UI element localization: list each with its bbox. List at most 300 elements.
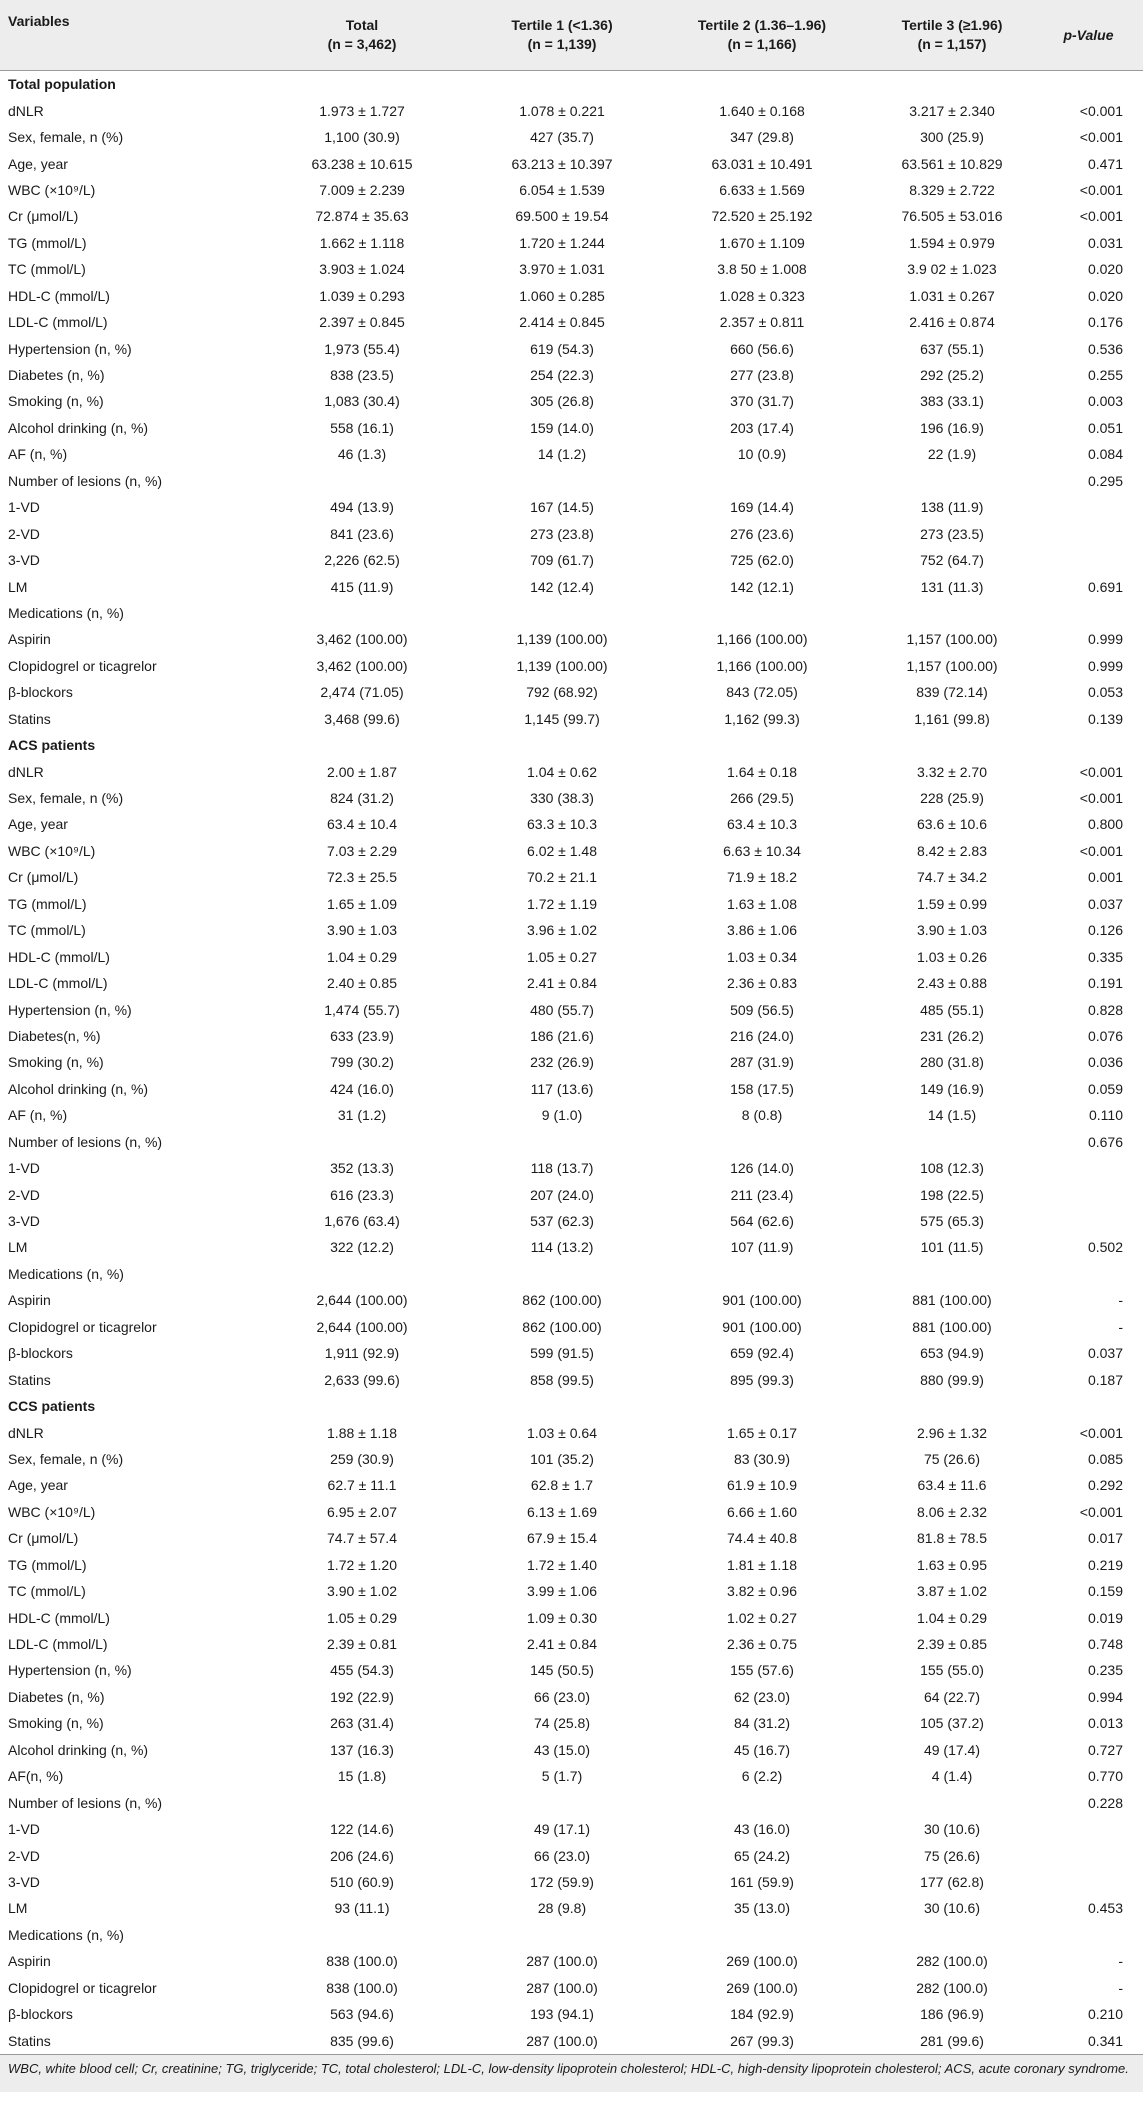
header-tertile-2-n: (n = 1,166) <box>727 36 797 52</box>
table-row <box>0 1789 1143 1815</box>
total-cell: 63.238 ± 10.615 <box>311 155 413 172</box>
tertile-2-cell: 901 (100.00) <box>722 1318 802 1335</box>
tertile-2-cell: 1.81 ± 1.18 <box>727 1556 797 1573</box>
table-row <box>0 1129 1143 1155</box>
p-value-cell <box>1042 1155 1143 1181</box>
table-row <box>0 758 1143 784</box>
variable-label: LDL-C (mmol/L) <box>8 314 108 331</box>
tertile-2-cell: 63.4 ± 10.3 <box>727 816 797 833</box>
total-cell <box>262 1393 462 1419</box>
tertile-3-cell: 1.031 ± 0.267 <box>909 287 995 304</box>
variable-label: Hypertension (n, %) <box>8 340 132 357</box>
total-cell: 192 (22.9) <box>330 1688 394 1705</box>
total-cell: 838 (100.0) <box>326 1979 398 1996</box>
tertile-2-cell: 277 (23.8) <box>730 367 794 384</box>
tertile-2-cell: 155 (57.6) <box>730 1662 794 1679</box>
total-cell: 1.039 ± 0.293 <box>319 287 405 304</box>
total-cell: 1.662 ± 1.118 <box>319 234 405 251</box>
tertile-2-cell: 901 (100.00) <box>722 1292 802 1309</box>
p-value-cell: 0.999 <box>1087 657 1123 674</box>
tertile-3-cell: 63.561 ± 10.829 <box>901 155 1003 172</box>
tertile-2-cell <box>662 600 862 626</box>
tertile-2-cell: 35 (13.0) <box>733 1900 791 1917</box>
p-value-cell: 0.031 <box>1087 234 1123 251</box>
tertile-2-cell: 267 (99.3) <box>730 2032 794 2049</box>
variable-label: Number of lesions (n, %) <box>8 1794 163 1811</box>
variable-label: Sex, female, n (%) <box>8 129 124 146</box>
p-value-cell: 0.110 <box>1089 1107 1123 1124</box>
total-cell: 2,226 (62.5) <box>324 552 400 569</box>
table-row <box>0 1446 1143 1472</box>
table-row <box>0 1102 1143 1128</box>
table-row <box>0 1869 1143 1895</box>
variable-label: WBC (×10⁹/L) <box>8 1503 96 1520</box>
total-cell <box>262 1261 462 1287</box>
table-row <box>0 2027 1143 2053</box>
table-row <box>0 335 1143 361</box>
tertile-1-cell: 287 (100.0) <box>526 1953 598 1970</box>
tertile-3-cell <box>862 468 1042 494</box>
tertile-3-cell <box>862 732 1042 758</box>
p-value-cell: 0.084 <box>1087 446 1123 463</box>
table-row <box>0 706 1143 732</box>
total-cell: 1,676 (63.4) <box>324 1213 400 1230</box>
tertile-1-cell <box>462 1922 662 1948</box>
tertile-2-cell <box>662 1393 862 1419</box>
table-row <box>0 1948 1143 1974</box>
variable-label: β-blockors <box>8 684 73 701</box>
variable-label: Aspirin <box>8 631 51 648</box>
tertile-2-cell: 6.633 ± 1.569 <box>719 181 805 198</box>
tertile-1-cell: 9 (1.0) <box>541 1107 583 1124</box>
table-row <box>0 1763 1143 1789</box>
table-row <box>0 494 1143 520</box>
p-value-cell: 0.036 <box>1087 1054 1123 1071</box>
p-value-cell: 0.001 <box>1087 869 1123 886</box>
section-label: Total population <box>8 76 116 93</box>
variable-label: dNLR <box>8 1424 44 1441</box>
table-row <box>0 1975 1143 2001</box>
p-value-cell <box>1042 732 1143 758</box>
tertile-3-cell: 1,161 (99.8) <box>914 710 990 727</box>
tertile-2-cell: 211 (23.4) <box>730 1186 794 1203</box>
tertile-1-cell: 1.03 ± 0.64 <box>527 1424 597 1441</box>
variable-label: Statins <box>8 2032 51 2049</box>
tertile-1-cell: 709 (61.7) <box>530 552 594 569</box>
table-row <box>0 970 1143 996</box>
tertile-2-cell: 169 (14.4) <box>730 499 794 516</box>
tertile-2-cell: 2.36 ± 0.83 <box>727 975 797 992</box>
tertile-2-cell: 895 (99.3) <box>730 1371 794 1388</box>
tertile-1-cell <box>462 1789 662 1815</box>
tertile-3-cell: 8.42 ± 2.83 <box>917 842 987 859</box>
variable-label: Smoking (n, %) <box>8 393 104 410</box>
table-row <box>0 1657 1143 1683</box>
p-value-cell: 0.187 <box>1087 1371 1123 1388</box>
p-value-cell: <0.001 <box>1079 842 1123 859</box>
total-cell: 1.65 ± 1.09 <box>327 895 397 912</box>
tertile-1-cell: 66 (23.0) <box>533 1688 591 1705</box>
section-label: ACS patients <box>8 737 96 754</box>
p-value-cell: 0.691 <box>1087 578 1123 595</box>
variable-label: AF (n, %) <box>8 446 68 463</box>
tertile-1-cell: 207 (24.0) <box>530 1186 594 1203</box>
tertile-2-cell <box>662 1922 862 1948</box>
table-row <box>0 97 1143 123</box>
tertile-3-cell: 281 (99.6) <box>920 2032 984 2049</box>
variable-label: Sex, female, n (%) <box>8 1450 124 1467</box>
total-cell: 322 (12.2) <box>330 1239 394 1256</box>
tertile-3-cell: 81.8 ± 78.5 <box>917 1530 987 1547</box>
table-row <box>0 1049 1143 1075</box>
tertile-3-cell: 131 (11.3) <box>920 578 984 595</box>
header-tertile-1 <box>462 0 662 71</box>
tertile-3-cell: 49 (17.4) <box>923 1741 981 1758</box>
tertile-3-cell: 1.04 ± 0.29 <box>917 1609 987 1626</box>
table-row <box>0 1208 1143 1234</box>
tertile-3-cell: 74.7 ± 34.2 <box>917 869 987 886</box>
tertile-2-cell <box>662 732 862 758</box>
total-cell: 838 (23.5) <box>330 367 394 384</box>
total-cell: 6.95 ± 2.07 <box>327 1503 397 1520</box>
tertile-3-cell: 300 (25.9) <box>920 129 984 146</box>
tertile-3-cell: 8.06 ± 2.32 <box>917 1503 987 1520</box>
total-cell: 3,462 (100.00) <box>316 631 408 648</box>
p-value-cell: - <box>1118 1953 1123 1970</box>
tertile-3-cell: 8.329 ± 2.722 <box>909 181 995 198</box>
table-row <box>0 1922 1143 1948</box>
total-cell: 510 (60.9) <box>330 1873 394 1890</box>
variable-label: Smoking (n, %) <box>8 1715 104 1732</box>
tertile-3-cell: 282 (100.0) <box>916 1953 988 1970</box>
tertile-1-cell: 3.96 ± 1.02 <box>527 922 597 939</box>
p-value-cell <box>1042 1261 1143 1287</box>
table-row <box>0 124 1143 150</box>
total-cell: 2.397 ± 0.845 <box>319 314 405 331</box>
total-cell: 2.40 ± 0.85 <box>327 975 397 992</box>
total-cell: 7.03 ± 2.29 <box>327 842 397 859</box>
variable-label: Alcohol drinking (n, %) <box>8 1741 149 1758</box>
tertile-1-cell: 43 (15.0) <box>533 1741 591 1758</box>
variable-label: 2-VD <box>8 525 40 542</box>
total-cell: 74.7 ± 57.4 <box>327 1530 397 1547</box>
variable-label: Diabetes(n, %) <box>8 1027 101 1044</box>
total-cell: 424 (16.0) <box>330 1080 394 1097</box>
p-value-cell: <0.001 <box>1079 1503 1123 1520</box>
variable-label: LM <box>8 1900 28 1917</box>
total-cell: 122 (14.6) <box>330 1821 394 1838</box>
total-cell: 72.874 ± 35.63 <box>315 208 409 225</box>
p-value-cell: 0.828 <box>1087 1001 1123 1018</box>
table-row <box>0 1181 1143 1207</box>
tertile-2-cell: 216 (24.0) <box>730 1027 794 1044</box>
total-cell <box>262 732 462 758</box>
tertile-3-cell <box>862 1789 1042 1815</box>
total-cell: 1,973 (55.4) <box>324 340 400 357</box>
table-row <box>0 1076 1143 1102</box>
tertile-3-cell: 3.9 02 ± 1.023 <box>907 261 997 278</box>
variable-label: Statins <box>8 710 51 727</box>
p-value-cell: 0.126 <box>1087 922 1123 939</box>
tertile-1-cell <box>462 468 662 494</box>
variable-label: Aspirin <box>8 1953 51 1970</box>
tertile-3-cell: 1.594 ± 0.979 <box>909 234 995 251</box>
table-row <box>0 1499 1143 1525</box>
tertile-2-cell: 71.9 ± 18.2 <box>727 869 797 886</box>
tertile-2-cell: 8 (0.8) <box>741 1107 783 1124</box>
table-row <box>0 1340 1143 1366</box>
tertile-2-cell: 843 (72.05) <box>726 684 798 701</box>
tertile-1-cell: 62.8 ± 1.7 <box>530 1477 594 1494</box>
tertile-1-cell: 619 (54.3) <box>530 340 594 357</box>
tertile-3-cell: 30 (10.6) <box>923 1821 981 1838</box>
table-row <box>0 573 1143 599</box>
variable-label: AF (n, %) <box>8 1107 68 1124</box>
total-cell: 494 (13.9) <box>330 499 394 516</box>
header-tertile-2 <box>662 0 862 71</box>
tertile-2-cell: 2.36 ± 0.75 <box>727 1636 797 1653</box>
p-value-cell: <0.001 <box>1079 763 1123 780</box>
table-row <box>0 1234 1143 1260</box>
header-total-n: (n = 3,462) <box>327 36 397 52</box>
total-cell: 799 (30.2) <box>330 1054 394 1071</box>
tertile-1-cell: 254 (22.3) <box>530 367 594 384</box>
tertile-1-cell: 63.213 ± 10.397 <box>511 155 613 172</box>
tertile-3-cell <box>862 1129 1042 1155</box>
variable-label: Medications (n, %) <box>8 1926 124 1943</box>
p-value-cell <box>1042 547 1143 573</box>
tertile-3-cell: 282 (100.0) <box>916 1979 988 1996</box>
table-row <box>0 441 1143 467</box>
variable-label: Smoking (n, %) <box>8 1054 104 1071</box>
tertile-2-cell: 269 (100.0) <box>726 1979 798 1996</box>
tertile-3-cell: 653 (94.9) <box>920 1345 984 1362</box>
table-row <box>0 653 1143 679</box>
table-row <box>0 1261 1143 1287</box>
tertile-3-cell: 273 (23.5) <box>920 525 984 542</box>
tertile-2-cell: 3.82 ± 0.96 <box>727 1583 797 1600</box>
p-value-cell: 0.017 <box>1087 1530 1123 1547</box>
tertile-1-cell: 167 (14.5) <box>530 499 594 516</box>
p-value-cell: 0.994 <box>1087 1688 1123 1705</box>
tertile-2-cell: 74.4 ± 40.8 <box>727 1530 797 1547</box>
tertile-2-cell: 6 (2.2) <box>741 1768 783 1785</box>
p-value-cell <box>1042 494 1143 520</box>
total-cell: 46 (1.3) <box>337 446 387 463</box>
p-value-cell: - <box>1118 1979 1123 1996</box>
tertile-2-cell: 3.8 50 ± 1.008 <box>717 261 807 278</box>
tertile-2-cell <box>662 71 862 98</box>
variable-label: Clopidogrel or ticagrelor <box>8 1318 157 1335</box>
tertile-1-cell: 159 (14.0) <box>530 419 594 436</box>
variable-label: Alcohol drinking (n, %) <box>8 1080 149 1097</box>
tertile-1-cell: 2.41 ± 0.84 <box>527 975 597 992</box>
tertile-1-cell: 427 (35.7) <box>530 129 594 146</box>
table-row <box>0 1314 1143 1340</box>
table-row <box>0 785 1143 811</box>
tertile-3-cell: 4 (1.4) <box>931 1768 973 1785</box>
tertile-2-cell: 564 (62.6) <box>730 1213 794 1230</box>
total-cell: 3.90 ± 1.03 <box>327 922 397 939</box>
tertile-1-cell: 63.3 ± 10.3 <box>527 816 597 833</box>
p-value-cell: 0.176 <box>1087 314 1123 331</box>
variable-label: HDL-C (mmol/L) <box>8 1609 110 1626</box>
tertile-1-cell: 186 (21.6) <box>530 1027 594 1044</box>
p-value-cell: 0.159 <box>1087 1583 1123 1600</box>
total-cell: 62.7 ± 11.1 <box>327 1477 397 1494</box>
tertile-1-cell <box>462 1393 662 1419</box>
variable-label: Cr (μmol/L) <box>8 208 79 225</box>
header-total-label: Total <box>345 17 379 33</box>
header-tertile-3 <box>862 0 1042 71</box>
tertile-3-cell: 3.32 ± 2.70 <box>917 763 987 780</box>
tertile-1-cell: 28 (9.8) <box>537 1900 587 1917</box>
tertile-1-cell: 6.13 ± 1.69 <box>527 1503 597 1520</box>
tertile-3-cell: 231 (26.2) <box>920 1027 984 1044</box>
variable-label: TC (mmol/L) <box>8 922 86 939</box>
table-row <box>0 2001 1143 2027</box>
tertile-1-cell: 3.99 ± 1.06 <box>527 1583 597 1600</box>
total-cell: 1,100 (30.9) <box>324 129 400 146</box>
variable-label: 2-VD <box>8 1847 40 1864</box>
tertile-3-cell: 138 (11.9) <box>920 499 984 516</box>
tertile-2-cell: 161 (59.9) <box>730 1873 794 1890</box>
tertile-1-cell: 1.720 ± 1.244 <box>519 234 605 251</box>
tertile-1-cell: 858 (99.5) <box>530 1371 594 1388</box>
total-cell: 15 (1.8) <box>337 1768 387 1785</box>
total-cell: 415 (11.9) <box>330 578 394 595</box>
total-cell: 841 (23.6) <box>330 525 394 542</box>
tertile-2-cell: 266 (29.5) <box>730 790 794 807</box>
tertile-2-cell: 1.640 ± 0.168 <box>719 102 805 119</box>
variable-label: β-blockors <box>8 2006 73 2023</box>
tertile-3-cell: 14 (1.5) <box>927 1107 977 1124</box>
p-value-cell: 0.053 <box>1087 684 1123 701</box>
tertile-3-cell: 637 (55.1) <box>920 340 984 357</box>
tertile-1-cell: 49 (17.1) <box>533 1821 591 1838</box>
variable-label: TG (mmol/L) <box>8 1556 87 1573</box>
table-row <box>0 230 1143 256</box>
total-cell: 633 (23.9) <box>330 1027 394 1044</box>
tertile-1-cell: 862 (100.00) <box>522 1318 602 1335</box>
tertile-2-cell: 107 (11.9) <box>730 1239 794 1256</box>
tertile-1-cell: 862 (100.00) <box>522 1292 602 1309</box>
variable-label: Cr (μmol/L) <box>8 869 79 886</box>
tertile-3-cell <box>862 1922 1042 1948</box>
variable-label: Age, year <box>8 816 68 833</box>
tertile-1-cell <box>462 1261 662 1287</box>
table-row <box>0 811 1143 837</box>
p-value-cell: 0.999 <box>1087 631 1123 648</box>
tertile-3-cell: 575 (65.3) <box>920 1213 984 1230</box>
p-value-cell: 0.502 <box>1087 1239 1123 1256</box>
tertile-3-cell: 881 (100.00) <box>912 1292 992 1309</box>
table-row <box>0 256 1143 282</box>
table-row <box>0 1419 1143 1445</box>
tertile-2-cell: 61.9 ± 10.9 <box>727 1477 797 1494</box>
tertile-3-cell: 2.416 ± 0.874 <box>909 314 995 331</box>
total-cell: 1.05 ± 0.29 <box>327 1609 397 1626</box>
tertile-2-cell: 6.63 ± 10.34 <box>723 842 801 859</box>
variable-label: 3-VD <box>8 1873 40 1890</box>
tertile-1-cell: 1.060 ± 0.285 <box>519 287 605 304</box>
p-value-cell <box>1042 1181 1143 1207</box>
variable-label: HDL-C (mmol/L) <box>8 287 110 304</box>
variable-label: TG (mmol/L) <box>8 234 87 251</box>
variable-label: TC (mmol/L) <box>8 261 86 278</box>
table-row <box>0 1578 1143 1604</box>
tertile-3-cell: 63.6 ± 10.6 <box>917 816 987 833</box>
total-cell: 1.88 ± 1.18 <box>327 1424 397 1441</box>
tertile-2-cell: 83 (30.9) <box>733 1450 791 1467</box>
tertile-2-cell: 203 (17.4) <box>730 419 794 436</box>
tertile-1-cell: 1.078 ± 0.221 <box>519 102 605 119</box>
p-value-cell: 0.676 <box>1087 1133 1123 1150</box>
p-value-cell: <0.001 <box>1079 1424 1123 1441</box>
tertile-3-cell: 3.87 ± 1.02 <box>917 1583 987 1600</box>
tertile-3-cell: 75 (26.6) <box>923 1847 981 1864</box>
p-value-cell: 0.536 <box>1087 340 1123 357</box>
table-row <box>0 626 1143 652</box>
tertile-1-cell: 74 (25.8) <box>533 1715 591 1732</box>
tertile-3-cell: 30 (10.6) <box>923 1900 981 1917</box>
header-total <box>262 0 462 71</box>
tertile-1-cell: 1,139 (100.00) <box>516 657 608 674</box>
total-cell: 1,474 (55.7) <box>324 1001 400 1018</box>
variable-label: Medications (n, %) <box>8 604 124 621</box>
p-value-cell: - <box>1118 1292 1123 1309</box>
table-row <box>0 520 1143 546</box>
total-cell: 2.00 ± 1.87 <box>327 763 397 780</box>
tertile-1-cell: 193 (94.1) <box>530 2006 594 2023</box>
tertile-3-cell: 1,157 (100.00) <box>906 631 998 648</box>
variable-label: Alcohol drinking (n, %) <box>8 419 149 436</box>
tertile-1-cell: 1.09 ± 0.30 <box>527 1609 597 1626</box>
total-cell: 1.973 ± 1.727 <box>319 102 405 119</box>
variable-label: 3-VD <box>8 1213 40 1230</box>
tertile-1-cell: 1.72 ± 1.19 <box>527 895 597 912</box>
tertile-3-cell: 880 (99.9) <box>920 1371 984 1388</box>
p-value-cell: 0.770 <box>1087 1768 1123 1785</box>
tertile-3-cell: 881 (100.00) <box>912 1318 992 1335</box>
variable-label: LDL-C (mmol/L) <box>8 975 108 992</box>
tertile-3-cell: 485 (55.1) <box>920 1001 984 1018</box>
table-row <box>0 1842 1143 1868</box>
total-cell <box>262 600 462 626</box>
header-tertile-1-label: Tertile 1 (<1.36) <box>511 17 613 33</box>
tertile-3-cell: 198 (22.5) <box>920 1186 984 1203</box>
variable-label: HDL-C (mmol/L) <box>8 948 110 965</box>
total-cell: 206 (24.6) <box>330 1847 394 1864</box>
table-row <box>0 1525 1143 1551</box>
table-header <box>0 0 1143 71</box>
table-row <box>0 362 1143 388</box>
tertile-1-cell: 66 (23.0) <box>533 1847 591 1864</box>
table-row <box>0 1023 1143 1049</box>
tertile-2-cell: 6.66 ± 1.60 <box>727 1503 797 1520</box>
tertile-1-cell: 69.500 ± 19.54 <box>515 208 609 225</box>
variable-label: Clopidogrel or ticagrelor <box>8 1979 157 1996</box>
variable-label: AF(n, %) <box>8 1768 64 1785</box>
tertile-2-cell: 10 (0.9) <box>737 446 787 463</box>
tertile-2-cell: 1.028 ± 0.323 <box>719 287 805 304</box>
tertile-3-cell: 383 (33.1) <box>920 393 984 410</box>
table-row <box>0 1631 1143 1657</box>
variable-label: 1-VD <box>8 1160 40 1177</box>
table-row <box>0 309 1143 335</box>
tertile-2-cell: 1,162 (99.3) <box>724 710 800 727</box>
table-row <box>0 547 1143 573</box>
